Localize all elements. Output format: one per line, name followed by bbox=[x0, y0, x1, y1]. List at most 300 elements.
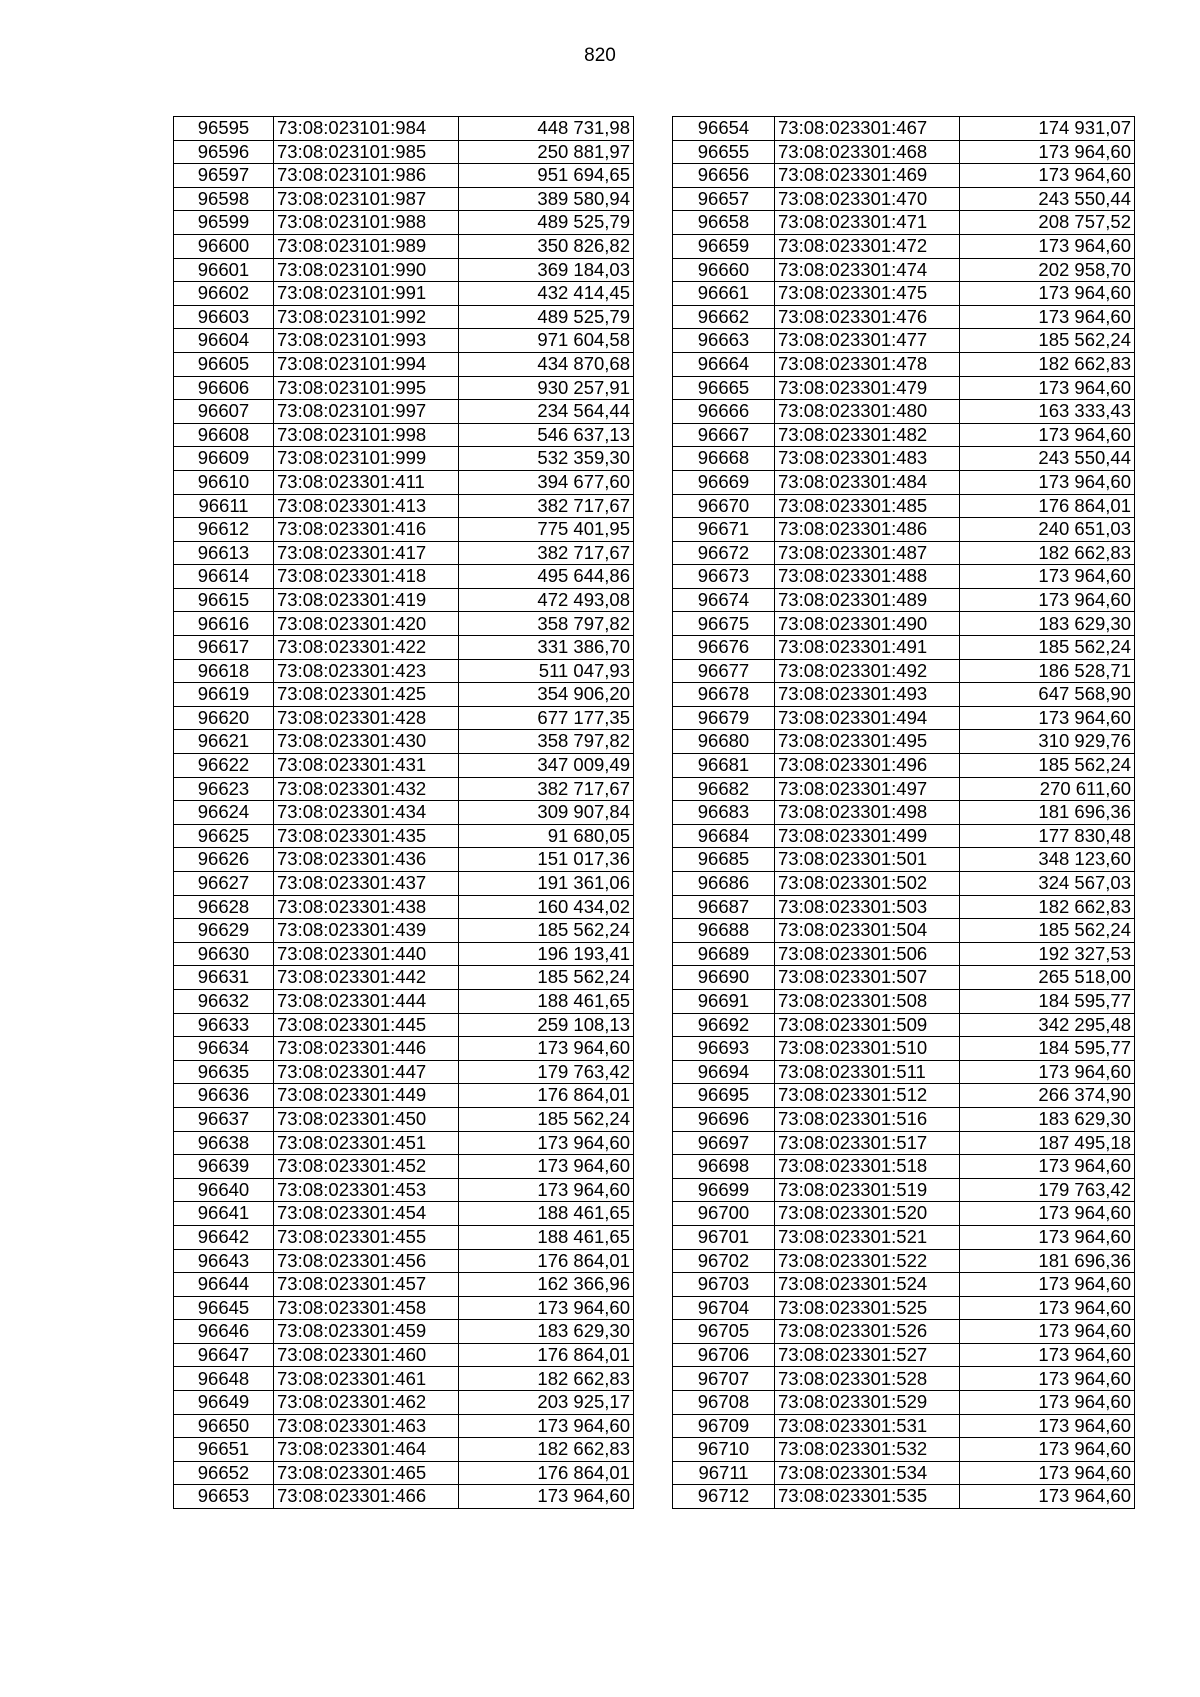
cadastral-number-cell: 73:08:023301:511 bbox=[775, 1060, 960, 1084]
value-cell: 187 495,18 bbox=[960, 1131, 1135, 1155]
value-cell: 182 662,83 bbox=[459, 1367, 634, 1391]
value-cell: 259 108,13 bbox=[459, 1013, 634, 1037]
value-cell: 173 964,60 bbox=[960, 376, 1135, 400]
row-number-cell: 96659 bbox=[673, 234, 775, 258]
cadastral-number-cell: 73:08:023301:497 bbox=[775, 777, 960, 801]
value-cell: 369 184,03 bbox=[459, 258, 634, 282]
table-row bbox=[174, 518, 634, 542]
row-number-cell: 96616 bbox=[174, 612, 274, 636]
value-cell: 647 568,90 bbox=[960, 683, 1135, 707]
value-cell: 472 493,08 bbox=[459, 588, 634, 612]
table-row bbox=[673, 1155, 1135, 1179]
row-number-cell: 96656 bbox=[673, 164, 775, 188]
row-number-cell: 96697 bbox=[673, 1131, 775, 1155]
table-row bbox=[174, 258, 634, 282]
table-row bbox=[673, 1037, 1135, 1061]
cadastral-number-cell: 73:08:023301:475 bbox=[775, 282, 960, 306]
value-cell: 184 595,77 bbox=[960, 989, 1135, 1013]
row-number-cell: 96605 bbox=[174, 352, 274, 376]
cadastral-number-cell: 73:08:023301:428 bbox=[274, 706, 459, 730]
value-cell: 183 629,30 bbox=[459, 1320, 634, 1344]
table-row bbox=[174, 777, 634, 801]
row-number-cell: 96612 bbox=[174, 518, 274, 542]
table-row bbox=[174, 683, 634, 707]
table-row bbox=[673, 730, 1135, 754]
table-row bbox=[673, 966, 1135, 990]
cadastral-number-cell: 73:08:023301:461 bbox=[274, 1367, 459, 1391]
row-number-cell: 96650 bbox=[174, 1414, 274, 1438]
row-number-cell: 96595 bbox=[174, 117, 274, 141]
cadastral-number-cell: 73:08:023301:472 bbox=[775, 234, 960, 258]
row-number-cell: 96646 bbox=[174, 1320, 274, 1344]
cadastral-number-cell: 73:08:023301:439 bbox=[274, 919, 459, 943]
row-number-cell: 96667 bbox=[673, 423, 775, 447]
table-row bbox=[174, 612, 634, 636]
value-cell: 176 864,01 bbox=[960, 494, 1135, 518]
cadastral-number-cell: 73:08:023301:460 bbox=[274, 1343, 459, 1367]
cadastral-number-cell: 73:08:023301:451 bbox=[274, 1131, 459, 1155]
cadastral-number-cell: 73:08:023301:440 bbox=[274, 942, 459, 966]
table-row bbox=[673, 989, 1135, 1013]
cadastral-number-cell: 73:08:023301:482 bbox=[775, 423, 960, 447]
cadastral-number-cell: 73:08:023301:416 bbox=[274, 518, 459, 542]
row-number-cell: 96707 bbox=[673, 1367, 775, 1391]
table-row bbox=[174, 400, 634, 424]
cadastral-number-cell: 73:08:023301:464 bbox=[274, 1438, 459, 1462]
cadastral-number-cell: 73:08:023101:985 bbox=[274, 140, 459, 164]
table-row bbox=[174, 1202, 634, 1226]
table-row bbox=[174, 305, 634, 329]
row-number-cell: 96695 bbox=[673, 1084, 775, 1108]
value-cell: 173 964,60 bbox=[960, 1438, 1135, 1462]
row-number-cell: 96684 bbox=[673, 824, 775, 848]
cadastral-number-cell: 73:08:023301:468 bbox=[775, 140, 960, 164]
value-cell: 358 797,82 bbox=[459, 612, 634, 636]
table-row bbox=[174, 1107, 634, 1131]
value-cell: 179 763,42 bbox=[459, 1060, 634, 1084]
row-number-cell: 96689 bbox=[673, 942, 775, 966]
row-number-cell: 96673 bbox=[673, 565, 775, 589]
cadastral-number-cell: 73:08:023301:418 bbox=[274, 565, 459, 589]
row-number-cell: 96672 bbox=[673, 541, 775, 565]
row-number-cell: 96679 bbox=[673, 706, 775, 730]
row-number-cell: 96607 bbox=[174, 400, 274, 424]
value-cell: 173 964,60 bbox=[459, 1296, 634, 1320]
table-row bbox=[673, 706, 1135, 730]
table-row bbox=[174, 1131, 634, 1155]
table-row bbox=[673, 1461, 1135, 1485]
table-row bbox=[673, 1202, 1135, 1226]
table-row bbox=[673, 1249, 1135, 1273]
row-number-cell: 96705 bbox=[673, 1320, 775, 1344]
row-number-cell: 96692 bbox=[673, 1013, 775, 1037]
cadastral-number-cell: 73:08:023301:458 bbox=[274, 1296, 459, 1320]
value-cell: 266 374,90 bbox=[960, 1084, 1135, 1108]
row-number-cell: 96701 bbox=[673, 1225, 775, 1249]
value-cell: 309 907,84 bbox=[459, 801, 634, 825]
value-cell: 179 763,42 bbox=[960, 1178, 1135, 1202]
table-row bbox=[174, 187, 634, 211]
value-cell: 173 964,60 bbox=[960, 1202, 1135, 1226]
row-number-cell: 96706 bbox=[673, 1343, 775, 1367]
value-cell: 160 434,02 bbox=[459, 895, 634, 919]
row-number-cell: 96601 bbox=[174, 258, 274, 282]
row-number-cell: 96674 bbox=[673, 588, 775, 612]
cadastral-number-cell: 73:08:023301:489 bbox=[775, 588, 960, 612]
value-cell: 350 826,82 bbox=[459, 234, 634, 258]
value-cell: 173 964,60 bbox=[960, 470, 1135, 494]
row-number-cell: 96698 bbox=[673, 1155, 775, 1179]
cadastral-number-cell: 73:08:023301:459 bbox=[274, 1320, 459, 1344]
row-number-cell: 96604 bbox=[174, 329, 274, 353]
row-number-cell: 96648 bbox=[174, 1367, 274, 1391]
table-row bbox=[174, 234, 634, 258]
row-number-cell: 96609 bbox=[174, 447, 274, 471]
row-number-cell: 96620 bbox=[174, 706, 274, 730]
table-row bbox=[174, 588, 634, 612]
table-row bbox=[673, 447, 1135, 471]
row-number-cell: 96622 bbox=[174, 754, 274, 778]
row-number-cell: 96681 bbox=[673, 754, 775, 778]
row-number-cell: 96670 bbox=[673, 494, 775, 518]
value-cell: 394 677,60 bbox=[459, 470, 634, 494]
value-cell: 382 717,67 bbox=[459, 494, 634, 518]
table-row bbox=[673, 1438, 1135, 1462]
table-row bbox=[673, 1367, 1135, 1391]
table-row bbox=[174, 1367, 634, 1391]
cadastral-number-cell: 73:08:023301:528 bbox=[775, 1367, 960, 1391]
cadastral-number-cell: 73:08:023301:434 bbox=[274, 801, 459, 825]
cadastral-number-cell: 73:08:023301:413 bbox=[274, 494, 459, 518]
table-row bbox=[174, 211, 634, 235]
value-cell: 173 964,60 bbox=[960, 1060, 1135, 1084]
cadastral-number-cell: 73:08:023301:465 bbox=[274, 1461, 459, 1485]
value-cell: 434 870,68 bbox=[459, 352, 634, 376]
table-row bbox=[174, 541, 634, 565]
row-number-cell: 96614 bbox=[174, 565, 274, 589]
row-number-cell: 96678 bbox=[673, 683, 775, 707]
row-number-cell: 96647 bbox=[174, 1343, 274, 1367]
cadastral-number-cell: 73:08:023301:526 bbox=[775, 1320, 960, 1344]
table-row bbox=[673, 872, 1135, 896]
table-row bbox=[673, 565, 1135, 589]
row-number-cell: 96630 bbox=[174, 942, 274, 966]
value-cell: 173 964,60 bbox=[960, 234, 1135, 258]
table-row bbox=[673, 211, 1135, 235]
value-cell: 182 662,83 bbox=[960, 541, 1135, 565]
row-number-cell: 96628 bbox=[174, 895, 274, 919]
value-cell: 173 964,60 bbox=[459, 1414, 634, 1438]
row-number-cell: 96619 bbox=[174, 683, 274, 707]
cadastral-number-cell: 73:08:023301:483 bbox=[775, 447, 960, 471]
row-number-cell: 96642 bbox=[174, 1225, 274, 1249]
table-row bbox=[174, 919, 634, 943]
value-cell: 173 964,60 bbox=[960, 1320, 1135, 1344]
cadastral-number-cell: 73:08:023301:487 bbox=[775, 541, 960, 565]
row-number-cell: 96617 bbox=[174, 636, 274, 660]
table-row bbox=[174, 164, 634, 188]
cadastral-number-cell: 73:08:023101:998 bbox=[274, 423, 459, 447]
row-number-cell: 96693 bbox=[673, 1037, 775, 1061]
table-row bbox=[174, 140, 634, 164]
table-row bbox=[673, 1414, 1135, 1438]
cadastral-number-cell: 73:08:023101:990 bbox=[274, 258, 459, 282]
table-row bbox=[174, 117, 634, 141]
row-number-cell: 96669 bbox=[673, 470, 775, 494]
cadastral-number-cell: 73:08:023301:484 bbox=[775, 470, 960, 494]
value-cell: 185 562,24 bbox=[960, 636, 1135, 660]
table-row bbox=[673, 140, 1135, 164]
value-cell: 234 564,44 bbox=[459, 400, 634, 424]
cadastral-number-cell: 73:08:023101:995 bbox=[274, 376, 459, 400]
table-row bbox=[673, 1131, 1135, 1155]
value-cell: 358 797,82 bbox=[459, 730, 634, 754]
table-row bbox=[174, 423, 634, 447]
table-row bbox=[673, 824, 1135, 848]
row-number-cell: 96677 bbox=[673, 659, 775, 683]
registry-table-body bbox=[174, 117, 634, 1509]
value-cell: 250 881,97 bbox=[459, 140, 634, 164]
value-cell: 243 550,44 bbox=[960, 187, 1135, 211]
table-row bbox=[174, 565, 634, 589]
cadastral-number-cell: 73:08:023301:444 bbox=[274, 989, 459, 1013]
row-number-cell: 96655 bbox=[673, 140, 775, 164]
value-cell: 173 964,60 bbox=[960, 565, 1135, 589]
cadastral-number-cell: 73:08:023301:520 bbox=[775, 1202, 960, 1226]
registry-table-right bbox=[672, 116, 1135, 1509]
value-cell: 203 925,17 bbox=[459, 1391, 634, 1415]
table-row bbox=[673, 187, 1135, 211]
value-cell: 240 651,03 bbox=[960, 518, 1135, 542]
cadastral-number-cell: 73:08:023301:522 bbox=[775, 1249, 960, 1273]
value-cell: 185 562,24 bbox=[459, 1107, 634, 1131]
cadastral-number-cell: 73:08:023301:532 bbox=[775, 1438, 960, 1462]
cadastral-number-cell: 73:08:023301:446 bbox=[274, 1037, 459, 1061]
table-row bbox=[174, 1320, 634, 1344]
table-row bbox=[174, 824, 634, 848]
value-cell: 191 361,06 bbox=[459, 872, 634, 896]
value-cell: 192 327,53 bbox=[960, 942, 1135, 966]
table-row bbox=[673, 305, 1135, 329]
row-number-cell: 96598 bbox=[174, 187, 274, 211]
cadastral-number-cell: 73:08:023301:423 bbox=[274, 659, 459, 683]
cadastral-number-cell: 73:08:023301:445 bbox=[274, 1013, 459, 1037]
table-row bbox=[174, 989, 634, 1013]
table-row bbox=[174, 872, 634, 896]
row-number-cell: 96703 bbox=[673, 1273, 775, 1297]
cadastral-number-cell: 73:08:023301:463 bbox=[274, 1414, 459, 1438]
row-number-cell: 96671 bbox=[673, 518, 775, 542]
cadastral-number-cell: 73:08:023301:519 bbox=[775, 1178, 960, 1202]
row-number-cell: 96637 bbox=[174, 1107, 274, 1131]
value-cell: 173 964,60 bbox=[960, 164, 1135, 188]
table-row bbox=[174, 730, 634, 754]
value-cell: 489 525,79 bbox=[459, 305, 634, 329]
row-number-cell: 96643 bbox=[174, 1249, 274, 1273]
cadastral-number-cell: 73:08:023101:992 bbox=[274, 305, 459, 329]
value-cell: 184 595,77 bbox=[960, 1037, 1135, 1061]
table-row bbox=[174, 1343, 634, 1367]
cadastral-number-cell: 73:08:023301:456 bbox=[274, 1249, 459, 1273]
cadastral-number-cell: 73:08:023301:494 bbox=[775, 706, 960, 730]
value-cell: 532 359,30 bbox=[459, 447, 634, 471]
value-cell: 775 401,95 bbox=[459, 518, 634, 542]
row-number-cell: 96665 bbox=[673, 376, 775, 400]
cadastral-number-cell: 73:08:023301:525 bbox=[775, 1296, 960, 1320]
row-number-cell: 96711 bbox=[673, 1461, 775, 1485]
value-cell: 202 958,70 bbox=[960, 258, 1135, 282]
value-cell: 182 662,83 bbox=[960, 895, 1135, 919]
value-cell: 188 461,65 bbox=[459, 989, 634, 1013]
value-cell: 382 717,67 bbox=[459, 541, 634, 565]
value-cell: 173 964,60 bbox=[960, 1391, 1135, 1415]
value-cell: 511 047,93 bbox=[459, 659, 634, 683]
table-row bbox=[174, 636, 634, 660]
cadastral-number-cell: 73:08:023101:987 bbox=[274, 187, 459, 211]
table-row bbox=[673, 942, 1135, 966]
value-cell: 173 964,60 bbox=[960, 1414, 1135, 1438]
value-cell: 196 193,41 bbox=[459, 942, 634, 966]
cadastral-number-cell: 73:08:023301:504 bbox=[775, 919, 960, 943]
row-number-cell: 96664 bbox=[673, 352, 775, 376]
table-row bbox=[673, 754, 1135, 778]
value-cell: 185 562,24 bbox=[960, 754, 1135, 778]
row-number-cell: 96658 bbox=[673, 211, 775, 235]
cadastral-number-cell: 73:08:023101:994 bbox=[274, 352, 459, 376]
row-number-cell: 96600 bbox=[174, 234, 274, 258]
value-cell: 174 931,07 bbox=[960, 117, 1135, 141]
cadastral-number-cell: 73:08:023301:476 bbox=[775, 305, 960, 329]
row-number-cell: 96660 bbox=[673, 258, 775, 282]
row-number-cell: 96668 bbox=[673, 447, 775, 471]
row-number-cell: 96657 bbox=[673, 187, 775, 211]
cadastral-number-cell: 73:08:023301:499 bbox=[775, 824, 960, 848]
table-row bbox=[174, 470, 634, 494]
table-row bbox=[673, 1084, 1135, 1108]
cadastral-number-cell: 73:08:023301:492 bbox=[775, 659, 960, 683]
table-row bbox=[673, 1320, 1135, 1344]
cadastral-number-cell: 73:08:023301:488 bbox=[775, 565, 960, 589]
cadastral-number-cell: 73:08:023301:420 bbox=[274, 612, 459, 636]
row-number-cell: 96653 bbox=[174, 1485, 274, 1509]
cadastral-number-cell: 73:08:023301:477 bbox=[775, 329, 960, 353]
table-row bbox=[174, 942, 634, 966]
table-row bbox=[673, 636, 1135, 660]
row-number-cell: 96700 bbox=[673, 1202, 775, 1226]
row-number-cell: 96708 bbox=[673, 1391, 775, 1415]
row-number-cell: 96645 bbox=[174, 1296, 274, 1320]
table-row bbox=[673, 895, 1135, 919]
value-cell: 173 964,60 bbox=[960, 1296, 1135, 1320]
table-row bbox=[673, 1296, 1135, 1320]
value-cell: 181 696,36 bbox=[960, 1249, 1135, 1273]
value-cell: 173 964,60 bbox=[960, 706, 1135, 730]
cadastral-number-cell: 73:08:023301:442 bbox=[274, 966, 459, 990]
table-row bbox=[174, 1060, 634, 1084]
cadastral-number-cell: 73:08:023301:438 bbox=[274, 895, 459, 919]
table-row bbox=[174, 848, 634, 872]
row-number-cell: 96641 bbox=[174, 1202, 274, 1226]
cadastral-number-cell: 73:08:023301:535 bbox=[775, 1485, 960, 1509]
value-cell: 971 604,58 bbox=[459, 329, 634, 353]
cadastral-number-cell: 73:08:023301:521 bbox=[775, 1225, 960, 1249]
cadastral-number-cell: 73:08:023301:457 bbox=[274, 1273, 459, 1297]
row-number-cell: 96690 bbox=[673, 966, 775, 990]
cadastral-number-cell: 73:08:023101:988 bbox=[274, 211, 459, 235]
table-row bbox=[673, 1013, 1135, 1037]
row-number-cell: 96709 bbox=[673, 1414, 775, 1438]
row-number-cell: 96661 bbox=[673, 282, 775, 306]
row-number-cell: 96626 bbox=[174, 848, 274, 872]
value-cell: 173 964,60 bbox=[960, 588, 1135, 612]
value-cell: 265 518,00 bbox=[960, 966, 1135, 990]
table-row bbox=[673, 1060, 1135, 1084]
table-row bbox=[673, 541, 1135, 565]
value-cell: 173 964,60 bbox=[960, 1367, 1135, 1391]
cadastral-number-cell: 73:08:023301:450 bbox=[274, 1107, 459, 1131]
value-cell: 91 680,05 bbox=[459, 824, 634, 848]
table-row bbox=[174, 352, 634, 376]
row-number-cell: 96662 bbox=[673, 305, 775, 329]
value-cell: 173 964,60 bbox=[459, 1037, 634, 1061]
cadastral-number-cell: 73:08:023101:997 bbox=[274, 400, 459, 424]
cadastral-number-cell: 73:08:023301:516 bbox=[775, 1107, 960, 1131]
row-number-cell: 96680 bbox=[673, 730, 775, 754]
cadastral-number-cell: 73:08:023301:495 bbox=[775, 730, 960, 754]
value-cell: 185 562,24 bbox=[459, 966, 634, 990]
value-cell: 173 964,60 bbox=[960, 1155, 1135, 1179]
value-cell: 310 929,76 bbox=[960, 730, 1135, 754]
registry-table-left bbox=[173, 116, 634, 1509]
table-row bbox=[174, 376, 634, 400]
value-cell: 173 964,60 bbox=[960, 1225, 1135, 1249]
cadastral-number-cell: 73:08:023301:501 bbox=[775, 848, 960, 872]
cadastral-number-cell: 73:08:023301:453 bbox=[274, 1178, 459, 1202]
value-cell: 389 580,94 bbox=[459, 187, 634, 211]
table-row bbox=[673, 518, 1135, 542]
cadastral-number-cell: 73:08:023101:991 bbox=[274, 282, 459, 306]
row-number-cell: 96683 bbox=[673, 801, 775, 825]
cadastral-number-cell: 73:08:023101:989 bbox=[274, 234, 459, 258]
page-number: 820 bbox=[584, 45, 616, 66]
cadastral-number-cell: 73:08:023301:490 bbox=[775, 612, 960, 636]
row-number-cell: 96663 bbox=[673, 329, 775, 353]
table-row bbox=[673, 848, 1135, 872]
cadastral-number-cell: 73:08:023301:431 bbox=[274, 754, 459, 778]
table-row bbox=[174, 1084, 634, 1108]
value-cell: 951 694,65 bbox=[459, 164, 634, 188]
row-number-cell: 96654 bbox=[673, 117, 775, 141]
value-cell: 173 964,60 bbox=[960, 305, 1135, 329]
cadastral-number-cell: 73:08:023301:425 bbox=[274, 683, 459, 707]
table-row bbox=[174, 1461, 634, 1485]
value-cell: 930 257,91 bbox=[459, 376, 634, 400]
value-cell: 270 611,60 bbox=[960, 777, 1135, 801]
value-cell: 677 177,35 bbox=[459, 706, 634, 730]
cadastral-number-cell: 73:08:023301:480 bbox=[775, 400, 960, 424]
value-cell: 176 864,01 bbox=[459, 1343, 634, 1367]
table-row bbox=[174, 1273, 634, 1297]
cadastral-number-cell: 73:08:023301:435 bbox=[274, 824, 459, 848]
table-row bbox=[174, 659, 634, 683]
row-number-cell: 96634 bbox=[174, 1037, 274, 1061]
cadastral-number-cell: 73:08:023301:449 bbox=[274, 1084, 459, 1108]
value-cell: 324 567,03 bbox=[960, 872, 1135, 896]
table-row bbox=[174, 1178, 634, 1202]
value-cell: 173 964,60 bbox=[960, 282, 1135, 306]
table-row bbox=[673, 117, 1135, 141]
row-number-cell: 96639 bbox=[174, 1155, 274, 1179]
